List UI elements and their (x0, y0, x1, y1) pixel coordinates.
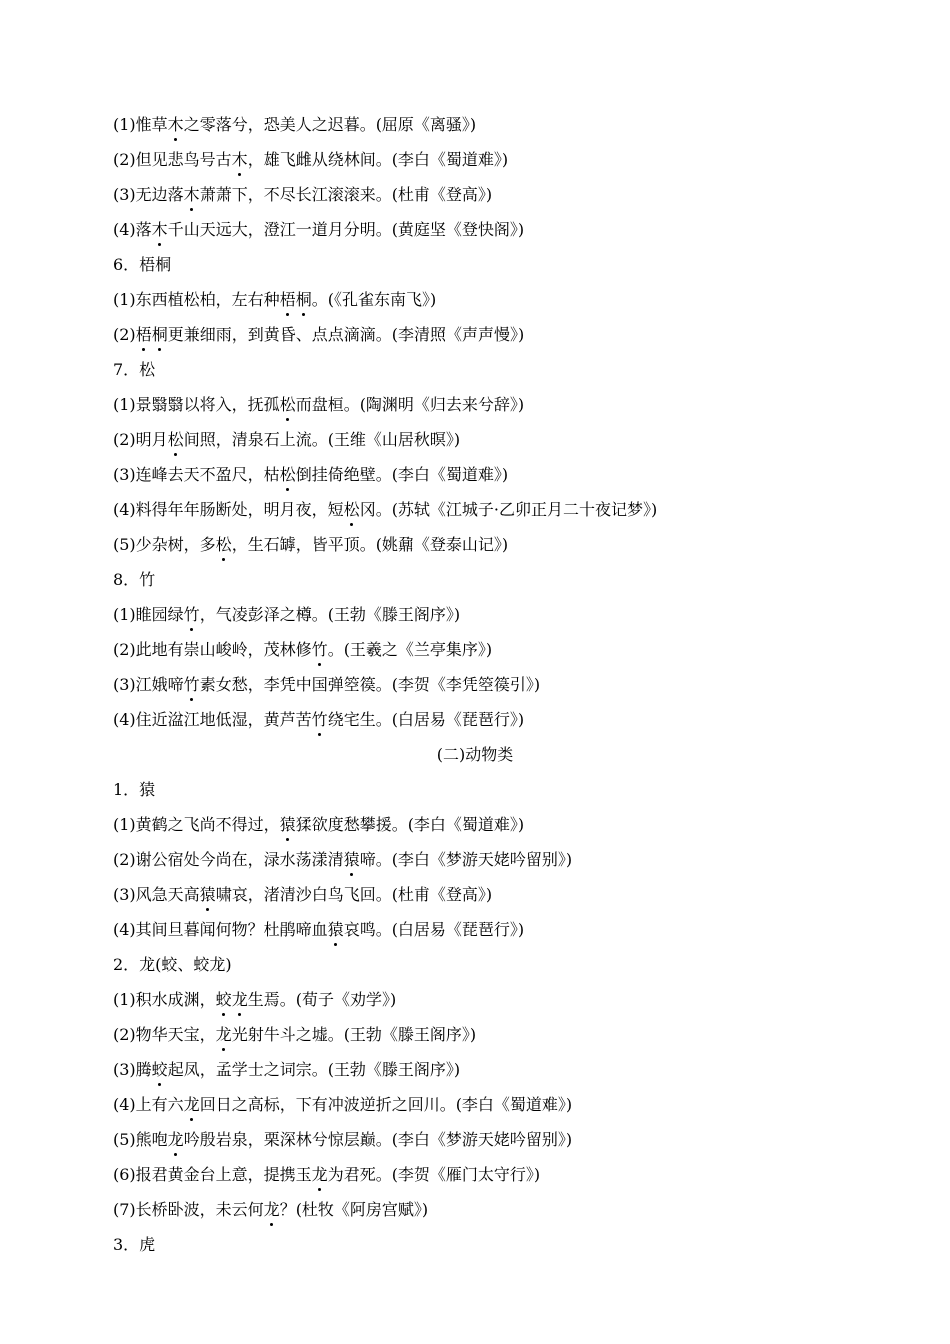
text-segment: 素女愁，李凭中国弹箜篌。(李贺《李凭箜篌引》) (199, 675, 541, 694)
text-segment: 之零落兮，恐美人之迟暮。(屈原《离骚》) (183, 115, 477, 134)
emphasized-char: 龙 (312, 1162, 328, 1188)
text-segment: 哀鸣。(白居易《琵琶行》) (343, 920, 525, 939)
text-segment: ，气凌彭泽之樽。(王勃《滕王阁序》) (199, 605, 461, 624)
quote-line (113, 987, 833, 1013)
text-segment: (二)动物类 (436, 745, 514, 764)
text-segment: (1)景翳翳以将入，抚孤 (113, 395, 280, 414)
text-segment: (6)报君黄金台上意，提携玉 (113, 1165, 312, 1184)
quote-line (113, 532, 833, 558)
quote-line (113, 602, 833, 628)
text-segment: 啸哀，渚清沙白鸟飞回。(杜甫《登高》) (215, 885, 493, 904)
emphasized-char: 竹 (184, 672, 200, 698)
category-title (0, 742, 950, 768)
text-segment: (5)熊咆 (113, 1130, 168, 1149)
emphasized-char: 蛟 (216, 987, 232, 1013)
emphasized-char: 龙 (216, 1022, 232, 1048)
text-segment: (1)睢园绿 (113, 605, 184, 624)
quote-line (113, 217, 833, 243)
quote-line (113, 847, 833, 873)
quote-line (113, 497, 833, 523)
text-segment: (2)但见悲鸟号古 (113, 150, 232, 169)
text-segment: (3)风急天高 (113, 885, 200, 904)
quote-line (113, 1092, 833, 1118)
text-segment: 。(王羲之《兰亭集序》) (327, 640, 493, 659)
quote-line (113, 322, 833, 348)
emphasized-char: 竹 (312, 707, 328, 733)
emphasized-char: 木 (184, 182, 200, 208)
text-segment: (5)少杂树，多 (113, 535, 216, 554)
text-segment: ，雄飞雌从绕林间。(李白《蜀道难》) (247, 150, 509, 169)
text-segment: (2)明月 (113, 430, 168, 449)
section-heading (113, 952, 833, 978)
text-segment: 吟殷岩泉，栗深林兮惊层巅。(李白《梦游天姥吟留别》) (183, 1130, 573, 1149)
quote-line (113, 1057, 833, 1083)
text-segment: 更兼细雨，到黄昏、点点滴滴。(李清照《声声慢》) (167, 325, 525, 344)
quote-line (113, 1127, 833, 1153)
text-segment: (3)腾 (113, 1060, 152, 1079)
text-segment: 起凤，孟学士之词宗。(王勃《滕王阁序》) (167, 1060, 461, 1079)
emphasized-char: 桐 (152, 322, 168, 348)
emphasized-char: 猿 (344, 847, 360, 873)
text-segment: 8．竹 (113, 570, 156, 589)
emphasized-char: 龙 (168, 1127, 184, 1153)
quote-line (113, 427, 833, 453)
text-segment: 6．梧桐 (113, 255, 172, 274)
text-segment: (3)连峰去天不盈尺，枯 (113, 465, 280, 484)
emphasized-char: 松 (280, 392, 296, 418)
quote-line (113, 637, 833, 663)
text-segment: 猱欲度愁攀援。(李白《蜀道难》) (295, 815, 525, 834)
text-segment: 啼。(李白《梦游天姥吟留别》) (359, 850, 573, 869)
emphasized-char: 木 (232, 147, 248, 173)
text-segment: (1)惟草 (113, 115, 168, 134)
emphasized-char: 木 (168, 112, 184, 138)
quote-line (113, 462, 833, 488)
text-segment: 2．龙(蛟、蛟龙) (113, 955, 232, 974)
emphasized-char: 桐 (296, 287, 312, 313)
text-segment: (1)黄鹤之飞尚不得过， (113, 815, 280, 834)
text-segment: 3．虎 (113, 1235, 156, 1254)
quote-line (113, 1162, 833, 1188)
section-heading (113, 567, 833, 593)
text-segment: (2)物华天宝， (113, 1025, 216, 1044)
text-segment: 间照，清泉石上流。(王维《山居秋暝》) (183, 430, 461, 449)
text-segment: 7．松 (113, 360, 156, 379)
quote-line (113, 882, 833, 908)
text-segment: (4)料得年年肠断处，明月夜，短 (113, 500, 344, 519)
text-segment: (1)东西植松柏，左右种 (113, 290, 280, 309)
emphasized-char: 松 (280, 462, 296, 488)
emphasized-char: 龙 (232, 987, 248, 1013)
emphasized-char: 松 (168, 427, 184, 453)
emphasized-char: 梧 (280, 287, 296, 313)
emphasized-char: 龙 (184, 1092, 200, 1118)
text-segment: (4)住近湓江地低湿，黄芦苦 (113, 710, 312, 729)
text-segment: ，生石罅，皆平顶。(姚鼐《登泰山记》) (231, 535, 509, 554)
section-heading (113, 252, 833, 278)
quote-line (113, 182, 833, 208)
text-segment: 为君死。(李贺《雁门太守行》) (327, 1165, 541, 1184)
text-segment: (7)长桥卧波，未云何 (113, 1200, 264, 1219)
section-heading (113, 357, 833, 383)
emphasized-char: 龙 (264, 1197, 280, 1223)
section-heading (113, 1232, 833, 1258)
emphasized-char: 竹 (184, 602, 200, 628)
quote-line (113, 112, 833, 138)
section-heading (113, 777, 833, 803)
emphasized-char: 竹 (312, 637, 328, 663)
text-segment: (2)此地有崇山峻岭，茂林修 (113, 640, 312, 659)
text-segment: (2)谢公宿处今尚在，渌水荡漾清 (113, 850, 344, 869)
quote-line (113, 812, 833, 838)
emphasized-char: 猿 (328, 917, 344, 943)
text-segment: 生焉。(荀子《劝学》) (247, 990, 397, 1009)
emphasized-char: 松 (344, 497, 360, 523)
text-segment: (1)积水成渊， (113, 990, 216, 1009)
text-segment: (4)上有六 (113, 1095, 184, 1114)
text-segment: 绕宅生。(白居易《琵琶行》) (327, 710, 525, 729)
emphasized-char: 梧 (136, 322, 152, 348)
text-segment: 冈。(苏轼《江城子·乙卯正月二十夜记梦》) (359, 500, 658, 519)
quote-line (113, 707, 833, 733)
quote-line (113, 1022, 833, 1048)
quote-line (113, 287, 833, 313)
quote-line (113, 672, 833, 698)
emphasized-char: 蛟 (152, 1057, 168, 1083)
text-segment: 1．猿 (113, 780, 156, 799)
text-segment: 千山天远大，澄江一道月分明。(黄庭坚《登快阁》) (167, 220, 525, 239)
quote-line (113, 917, 833, 943)
text-segment: (3)江娥啼 (113, 675, 184, 694)
text-segment: 而盘桓。(陶渊明《归去来兮辞》) (295, 395, 525, 414)
text-segment: (3)无边落 (113, 185, 184, 204)
emphasized-char: 猿 (280, 812, 296, 838)
text-segment: (4)落 (113, 220, 152, 239)
text-segment: (4)其间旦暮闻何物？杜鹃啼血 (113, 920, 328, 939)
quote-line (113, 1197, 833, 1223)
emphasized-char: 猿 (200, 882, 216, 908)
text-segment: 。(《孔雀东南飞》) (311, 290, 437, 309)
text-segment: 回日之高标，下有冲波逆折之回川。(李白《蜀道难》) (199, 1095, 573, 1114)
text-segment: 倒挂倚绝壁。(李白《蜀道难》) (295, 465, 509, 484)
text-segment: (2) (113, 325, 136, 344)
text-segment: ？(杜牧《阿房宫赋》) (279, 1200, 429, 1219)
text-segment: 光射牛斗之墟。(王勃《滕王阁序》) (231, 1025, 477, 1044)
quote-line (113, 392, 833, 418)
emphasized-char: 木 (152, 217, 168, 243)
quote-line (113, 147, 833, 173)
text-segment: 萧萧下，不尽长江滚滚来。(杜甫《登高》) (199, 185, 493, 204)
emphasized-char: 松 (216, 532, 232, 558)
